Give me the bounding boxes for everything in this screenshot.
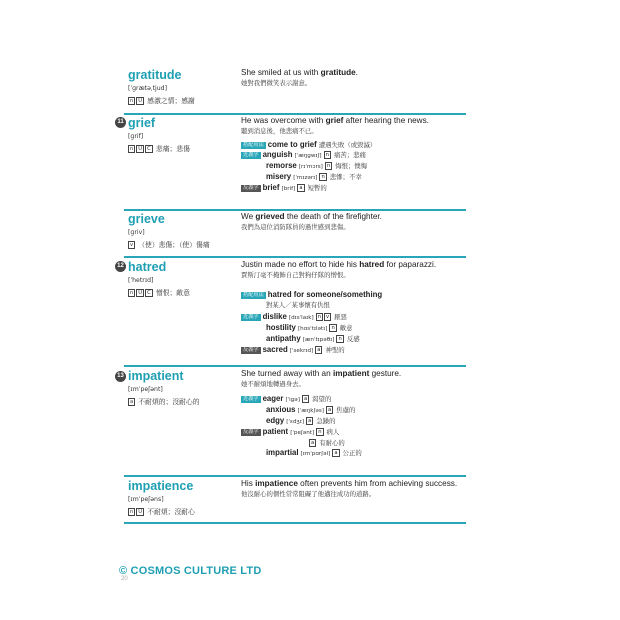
definition-text: （使）悲傷；（使）傷痛 <box>138 241 210 249</box>
synonym-line: 近義字 anguish [ˈæŋɡwɪʃ] n 痛苦；悲痛 <box>243 150 366 159</box>
copyright-notice: © COSMOS CULTURE LTD <box>119 565 262 577</box>
example-translation: 他沒耐心的個性常常阻礙了他邁往成功的道路。 <box>241 490 376 498</box>
synonym-tag: 近義字 <box>243 152 259 158</box>
pronunciation: [ɪmˈpeʃəns] <box>128 496 164 503</box>
synonym-line: antipathy [ænˈtɪpəθɪ] n 反感 <box>266 334 360 343</box>
pos-badge: U <box>138 290 143 296</box>
collocation-translation: 遭遇失敗（或毀滅） <box>318 141 377 149</box>
pos-badge: a <box>317 347 321 353</box>
pos-badge: a <box>130 399 134 405</box>
antonym-tag: 反義字 <box>243 185 259 191</box>
collocation-tag: 搭配用法 <box>243 142 264 148</box>
definition-text: 感激之情；感謝 <box>147 97 195 105</box>
pos-badge: a <box>327 407 332 413</box>
pos-badge: C <box>147 290 151 296</box>
antonym-line: 反義字 sacred [ˈsekrɪd] a 神聖的 <box>243 345 345 354</box>
definition <box>128 239 240 249</box>
pos-badge: a <box>308 418 312 424</box>
pos-badge: a <box>303 396 308 402</box>
definition-text: 不耐煩；沒耐心 <box>147 508 195 516</box>
synonym-line: 近義字 eager [ˈiɡə] a 渴望的 <box>243 394 332 403</box>
collocation-tag: 搭配用法 <box>243 292 264 298</box>
example-translation: 她不耐煩地轉過身去。 <box>241 380 305 388</box>
example-sentence: He was overcome with grief after hearing the news. <box>241 116 429 125</box>
pos-badge: v <box>130 242 134 248</box>
pos-badge: n <box>130 290 134 296</box>
collocation-line <box>241 290 465 300</box>
pos-badge: U <box>138 509 143 515</box>
pronunciation: [ˈhetrɪd] <box>128 277 154 284</box>
example-sentence: She turned away with an impatient gesture. <box>241 369 402 378</box>
example-sentence: We grieved the death of the firefighter. <box>241 212 382 221</box>
collocation-phrase: hatred for someone/something <box>267 290 383 299</box>
example-sentence: Justin made no effort to hide his hatred for paparazzi. <box>241 260 437 269</box>
antonym-second-sense: a 有耐心的 <box>311 439 345 447</box>
pos-badge: n <box>130 98 134 104</box>
antonym-line: 反義字 patient [ˈpeʃənt] n 病人 <box>243 427 340 436</box>
entry-gratitude <box>124 66 466 115</box>
antonym-line: impartial [ɪmˈpɑrʃəl] a 公正的 <box>266 448 362 457</box>
pronunciation: [ɡriv] <box>128 229 145 236</box>
antonym-tag: 反義字 <box>243 347 259 353</box>
entry-grieve <box>124 210 466 258</box>
pos-badge: n <box>317 314 321 320</box>
example-translation: 賈斯汀毫不掩飾自己對狗仔隊的憎恨。 <box>241 271 350 279</box>
example-sentence: His impatience often prevents him from achieving success. <box>241 479 458 488</box>
pos-badge: a <box>334 450 338 456</box>
collocation-translation: 對某人／某事懷有仇恨 <box>266 301 330 309</box>
pos-badge: a <box>311 440 315 446</box>
antonym-line: 反義字 brief [brif] a 短暫的 <box>243 183 327 192</box>
synonym-line: hostility [hɑsˈtɪlətɪ] n 敵意 <box>266 323 353 332</box>
headword: gratitude <box>128 68 182 82</box>
entry-number-badge: 11 <box>115 117 126 128</box>
pos-badge: v <box>326 314 330 320</box>
entry-number-badge: 12 <box>115 261 126 272</box>
synonym-line: edgy [ˈɛdʒɪ] a 急躁的 <box>266 416 336 425</box>
pos-badge: n <box>338 336 342 342</box>
definition <box>128 396 240 406</box>
headword: grief <box>128 116 156 130</box>
antonym-tag: 反義字 <box>243 429 259 435</box>
synonym-line: remorse [rɪˈmɔrs] n 悔恨；懊悔 <box>266 161 368 170</box>
collocation-line <box>241 140 465 150</box>
entry-number-badge: 13 <box>115 371 126 382</box>
pronunciation: [ˈɡrætəˌtjud] <box>128 85 168 92</box>
pos-badge: n <box>326 163 331 169</box>
definition <box>128 506 240 516</box>
synonym-tag: 近義字 <box>243 314 259 320</box>
page-number: 20 <box>121 576 128 582</box>
definition-text: 不耐煩的；沒耐心的 <box>138 398 200 406</box>
pos-badge: U <box>138 146 143 152</box>
pos-badge: n <box>321 174 325 180</box>
entry-hatred <box>124 258 466 367</box>
pos-badge: C <box>147 146 151 152</box>
pos-badge: n <box>130 146 134 152</box>
pos-badge: n <box>331 325 335 331</box>
headword: impatience <box>128 479 194 493</box>
example-sentence: She smiled at us with gratitude. <box>241 68 358 77</box>
headword: grieve <box>128 212 165 226</box>
pos-badge: U <box>138 98 143 104</box>
pos-badge: n <box>318 429 322 435</box>
synonym-line: anxious [ˈæŋkʃəs] a 焦慮的 <box>266 405 356 414</box>
pos-badge: a <box>299 185 303 191</box>
entry-grief <box>124 114 466 211</box>
definition <box>128 95 240 105</box>
synonym-line: 近義字 dislike [dɪsˈlaɪk] n v 厭惡 <box>243 312 347 321</box>
headword: hatred <box>128 260 167 274</box>
entry-impatient <box>124 367 466 477</box>
definition <box>128 287 240 297</box>
pos-badge: n <box>325 152 329 158</box>
definition-text: 悲痛；悲傷 <box>155 145 190 153</box>
synonym-line: misery [ˈmɪzərɪ] n 悲慘；不幸 <box>266 172 362 181</box>
definition-text: 憎恨；敵意 <box>155 289 190 297</box>
pronunciation: [ɪmˈpeʃənt] <box>128 386 163 393</box>
pronunciation: [ɡrif] <box>128 133 144 140</box>
example-translation: 我們為這位消防隊員的過世感到悲傷。 <box>241 223 350 231</box>
definition <box>128 143 240 153</box>
collocation-phrase: come to grief <box>267 140 317 149</box>
example-translation: 聽到消息後，他悲痛不已。 <box>241 127 318 135</box>
synonym-tag: 近義字 <box>243 396 259 402</box>
collocation-translation-line <box>241 300 465 310</box>
example-translation: 她對我們微笑表示謝意。 <box>241 79 312 87</box>
entry-impatience <box>124 477 466 524</box>
headword: impatient <box>128 369 184 383</box>
pos-badge: n <box>130 509 134 515</box>
